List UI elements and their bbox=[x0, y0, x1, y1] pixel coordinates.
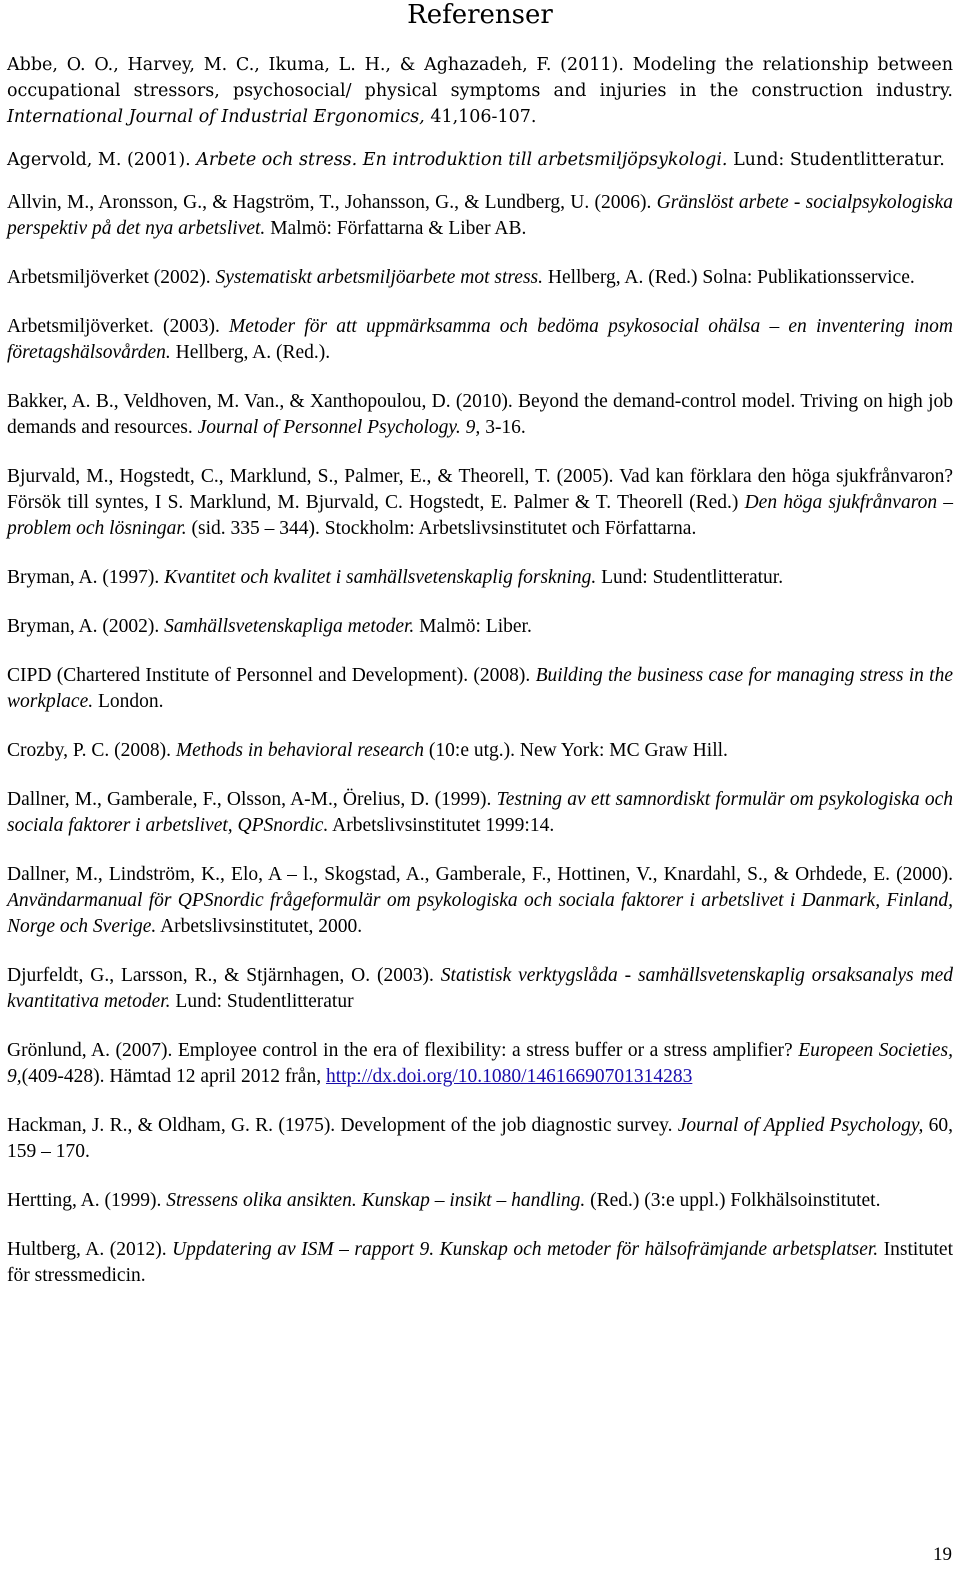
reference-item: Allvin, M., Aronsson, G., & Hagström, T., Johansson, G., & Lundberg, U. (2006). Gränslöst arbete - socialpsykologiska perspektiv på det nya arbetslivet. Malmö: Författarna & Liber AB. bbox=[7, 192, 953, 239]
reference-item: Arbetsmiljöverket (2002). Systematiskt arbetsmiljöarbete mot stress. Hellberg, A. (Red.) Solna: Publikationsservice. bbox=[7, 267, 915, 288]
reference-item: Bryman, A. (1997). Kvantitet och kvalitet i samhällsvetenskaplig forskning. Lund: Studentlitteratur. bbox=[7, 567, 784, 588]
page-number: 19 bbox=[933, 1544, 952, 1565]
reference-item: Grönlund, A. (2007). Employee control in the era of flexibility: a stress buffer or a stress amplifier? Europeen Societies, 9,(409-428). Hämtad 12 april 2012 från, http://dx.doi.org/10.1080/14616690701314283 bbox=[7, 1040, 953, 1087]
reference-list bbox=[7, 52, 953, 1312]
reference-item: Agervold, M. (2001). Arbete och stress. En introduktion till arbetsmiljöpsykologi. Lund: Studentlitteratur. bbox=[7, 150, 945, 170]
doi-link[interactable]: http://dx.doi.org/10.1080/14616690701314283 bbox=[325, 1066, 693, 1087]
reference-item: Arbetsmiljöverket. (2003). Metoder för att uppmärksamma och bedöma psykosocial ohälsa – en inventering inom företagshälsovården. Hellberg, A. (Red.). bbox=[7, 316, 953, 363]
reference-item: Hackman, J. R., & Oldham, G. R. (1975). Development of the job diagnostic survey. Journal of Applied Psychology, 60, 159 – 170. bbox=[7, 1115, 954, 1162]
reference-item: Bryman, A. (2002). Samhällsvetenskapliga metoder. Malmö: Liber. bbox=[7, 616, 532, 637]
reference-item: Djurfeldt, G., Larsson, R., & Stjärnhagen, O. (2003). Statistisk verktygslåda - samhällsvetenskaplig orsaksanalys med kvantitativa metoder. Lund: Studentlitteratur bbox=[7, 965, 953, 1012]
reference-item: Bjurvald, M., Hogstedt, C., Marklund, S., Palmer, E., & Theorell, T. (2005). Vad kan förklara den höga sjukfrånvaron? Försök till syntes, I S. Marklund, M. Bjurvald, C. Hogstedt, E. Palmer & T. Theorell (Red.) Den höga sjukfrånvaron – problem och lösningar. (sid. 335 – 344). Stockholm: Arbetslivsinstitutet och Författarna. bbox=[7, 466, 953, 539]
reference-item: Bakker, A. B., Veldhoven, M. Van., & Xanthopoulou, D. (2010). Beyond the demand-control model. Triving on high job demands and resources. Journal of Personnel Psychology. 9, 3-16. bbox=[7, 391, 953, 438]
reference-item: Dallner, M., Lindström, K., Elo, A – l., Skogstad, A., Gamberale, F., Hottinen, V., Knardahl, S., & Orhdede, E. (2000). Användarmanual för QPSnordic frågeformulär om psykologiska och sociala faktorer i arbetslivet i Danmark, Finland, Norge och Sverige. Arbetslivsinstitutet, 2000. bbox=[7, 864, 953, 937]
reference-item: Hultberg, A. (2012). Uppdatering av ISM – rapport 9. Kunskap och metoder för hälsofrämjande arbetsplatser. Institutet för stressmedicin. bbox=[7, 1239, 953, 1286]
page-heading: Referenser bbox=[407, 0, 553, 30]
reference-item: Abbe, O. O., Harvey, M. C., Ikuma, L. H., & Aghazadeh, F. (2011). Modeling the relationship between occupational stressors, psychosocial/ physical symptoms and injuries in the construction industry. International Journal of Industrial Ergonomics, 41,106-107. bbox=[7, 55, 953, 127]
reference-item: Crozby, P. C. (2008). Methods in behavioral research (10:e utg.). New York: MC Graw Hill. bbox=[7, 740, 728, 761]
reference-item: Dallner, M., Gamberale, F., Olsson, A-M., Örelius, D. (1999). Testning av ett samnordiskt formulär om psykologiska och sociala faktorer i arbetslivet, QPSnordic. Arbetslivsinstitutet 1999:14. bbox=[7, 789, 953, 836]
reference-item: Hertting, A. (1999). Stressens olika ansikten. Kunskap – insikt – handling. (Red.) (3:e uppl.) Folkhälsoinstitutet. bbox=[7, 1190, 881, 1211]
reference-item: CIPD (Chartered Institute of Personnel and Development). (2008). Building the business case for managing stress in the workplace. London. bbox=[7, 665, 953, 712]
